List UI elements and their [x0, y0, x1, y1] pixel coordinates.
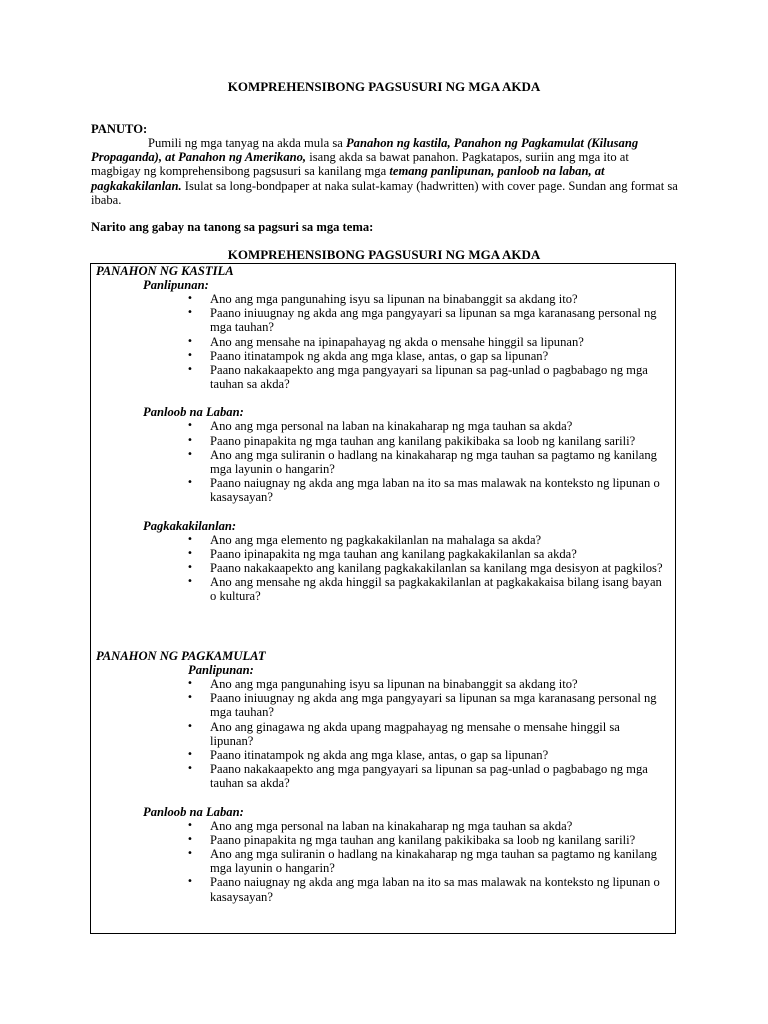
question-item: [96, 547, 669, 561]
question-item: [96, 748, 669, 762]
question-text: Paano pinapakita ng mga tauhan ang kanilang pakikibaka sa loob ng kanilang sarili?: [210, 433, 636, 448]
panuto-themes: temang panlipunan, panloob na laban, at pagkakakilanlan.: [91, 164, 605, 193]
bullet-icon: •: [187, 763, 193, 775]
question-item: [96, 847, 669, 875]
question-item: [96, 833, 669, 847]
bullet-icon: •: [187, 533, 193, 545]
question-text: Ano ang mga pangunahing isyu sa lipunan na binabanggit sa akdang ito?: [210, 677, 578, 691]
analysis-table: [90, 263, 676, 934]
bullet-icon: •: [187, 434, 193, 446]
question-text: Paano iniuugnay ng akda ang mga pangyayari sa lipunan sa mga karanasang personal ng mga tauhan?: [210, 691, 657, 720]
question-text: Ano ang mga elemento ng pagkakakilanlan na mahalaga sa akda?: [210, 532, 542, 547]
bullet-icon: •: [187, 335, 193, 347]
question-item: [96, 476, 669, 504]
era-kastila-section: [96, 264, 669, 604]
table-title: KOMPREHENSIBONG PAGSUSURI NG MGA AKDA: [227, 247, 541, 262]
question-item: [96, 434, 669, 448]
bullet-icon: •: [187, 720, 193, 732]
question-item: [96, 575, 669, 603]
bullet-icon: •: [187, 420, 193, 432]
theme-label-panlipunan: Panlipunan:: [188, 663, 254, 677]
question-item: [96, 819, 669, 833]
panuto-instructions: [91, 136, 681, 207]
question-item: [96, 292, 669, 306]
question-text: Ano ang mga suliranin o hadlang na kinakaharap ng mga tauhan sa pagtamo ng kanilang mga layunin o hangarin?: [210, 847, 657, 876]
theme-label-pagkakakilanlan: Pagkakakilanlan:: [143, 518, 237, 533]
question-text: Ano ang mga suliranin o hadlang na kinakaharap ng mga tauhan sa pagtamo ng kanilang mga layunin o hangarin?: [210, 447, 657, 477]
bullet-icon: •: [187, 848, 193, 860]
bullet-icon: •: [187, 364, 193, 376]
question-text: Ano ang mga personal na laban na kinakaharap ng mga tauhan sa akda?: [210, 419, 573, 434]
question-item: [96, 720, 669, 748]
question-item: [96, 762, 669, 790]
question-item: [96, 335, 669, 349]
question-item: [96, 363, 669, 391]
question-text: Paano nakakaapekto ang kanilang pagkakakilanlan sa kanilang mga desisyon at pagkilos?: [210, 561, 663, 576]
guide-label: Narito ang gabay na tanong sa pagsuri sa mga tema:: [91, 220, 374, 234]
question-text: Ano ang mensahe na ipinapahayag ng akda o mensahe hinggil sa lipunan?: [210, 334, 584, 349]
panuto-label: PANUTO:: [91, 122, 148, 136]
panuto-text-2: isang akda sa bawat panahon. Pagkatapos, suriin ang mga ito at magbigay ng komprehensibong pagsusuri sa kanilang mga: [91, 150, 629, 179]
question-item: [96, 306, 669, 334]
panuto-eras: Panahon ng kastila, Panahon ng Pagkamulat (Kilusang Propaganda), at Panahon ng Amerikano,: [91, 136, 639, 165]
era-title: PANAHON NG KASTILA: [96, 264, 234, 278]
question-item: [96, 533, 669, 547]
question-item: [96, 448, 669, 476]
bullet-icon: •: [187, 749, 193, 761]
bullet-icon: •: [187, 819, 193, 831]
era-pagkamulat-section: [96, 649, 669, 904]
bullet-icon: •: [187, 307, 193, 319]
bullet-icon: •: [187, 562, 193, 574]
question-text: Paano naiugnay ng akda ang mga laban na ito sa mas malawak na konteksto ng lipunan o kasaysayan?: [210, 875, 660, 904]
panuto-text-1: Pumili ng mga tanyag na akda mula sa: [148, 136, 346, 150]
question-item: [96, 561, 669, 575]
question-text: Paano nakakaapekto ang mga pangyayari sa lipunan sa pag-unlad o pagbabago ng mga tauhan sa akda?: [210, 762, 648, 791]
panuto-text-3: Isulat sa long-bondpaper at naka sulat-kamay (hadwritten) with cover page. Sundan ang format sa ibaba.: [91, 178, 678, 207]
question-list: [96, 677, 669, 791]
question-item: [96, 349, 669, 363]
bullet-icon: •: [187, 477, 193, 489]
bullet-icon: •: [187, 576, 193, 588]
bullet-icon: •: [187, 293, 193, 304]
question-item: [96, 677, 669, 691]
question-list: [96, 819, 669, 904]
bullet-icon: •: [187, 833, 193, 845]
question-list: [96, 533, 669, 604]
theme-label-panloob: Panloob na Laban:: [143, 804, 244, 819]
question-item: [96, 875, 669, 903]
question-text: Paano itinatampok ng akda ang mga klase, antas, o gap sa lipunan?: [210, 348, 549, 363]
question-item: [96, 691, 669, 719]
document-title: KOMPREHENSIBONG PAGSUSURI NG MGA AKDA: [227, 79, 541, 94]
question-text: Ano ang mga pangunahing isyu sa lipunan na binabanggit sa akdang ito?: [210, 292, 578, 306]
question-text: Ano ang mensahe ng akda hinggil sa pagkakakilanlan at pagkakakaisa bilang isang bayan o kultura?: [210, 575, 662, 604]
question-text: Paano nakakaapekto ang mga pangyayari sa lipunan sa pag-unlad o pagbabago ng mga tauhan sa akda?: [210, 363, 648, 392]
question-text: Paano pinapakita ng mga tauhan ang kanilang pakikibaka sa loob ng kanilang sarili?: [210, 832, 636, 847]
bullet-icon: •: [187, 349, 193, 361]
bullet-icon: •: [187, 547, 193, 559]
question-list: [96, 292, 669, 391]
era-title: PANAHON NG PAGKAMULAT: [96, 649, 266, 663]
question-text: Paano iniuugnay ng akda ang mga pangyayari sa lipunan sa mga karanasang personal ng mga tauhan?: [210, 306, 657, 335]
question-text: Ano ang mga personal na laban na kinakaharap ng mga tauhan sa akda?: [210, 818, 573, 833]
question-text: Paano naiugnay ng akda ang mga laban na ito sa mas malawak na konteksto ng lipunan o kasaysayan?: [210, 476, 660, 505]
question-text: Paano ipinapakita ng mga tauhan ang kanilang pagkakakilanlan sa akda?: [210, 546, 577, 561]
bullet-icon: •: [187, 678, 193, 689]
question-text: Ano ang ginagawa ng akda upang magpahayag ng mensahe o mensahe hinggil sa lipunan?: [210, 719, 620, 748]
question-list: [96, 419, 669, 504]
theme-label-panloob: Panloob na Laban:: [143, 405, 244, 420]
question-item: [96, 419, 669, 433]
theme-label-panlipunan: Panlipunan:: [143, 278, 209, 292]
bullet-icon: •: [187, 876, 193, 888]
bullet-icon: •: [187, 448, 193, 460]
bullet-icon: •: [187, 692, 193, 704]
question-text: Paano itinatampok ng akda ang mga klase, antas, o gap sa lipunan?: [210, 748, 549, 763]
